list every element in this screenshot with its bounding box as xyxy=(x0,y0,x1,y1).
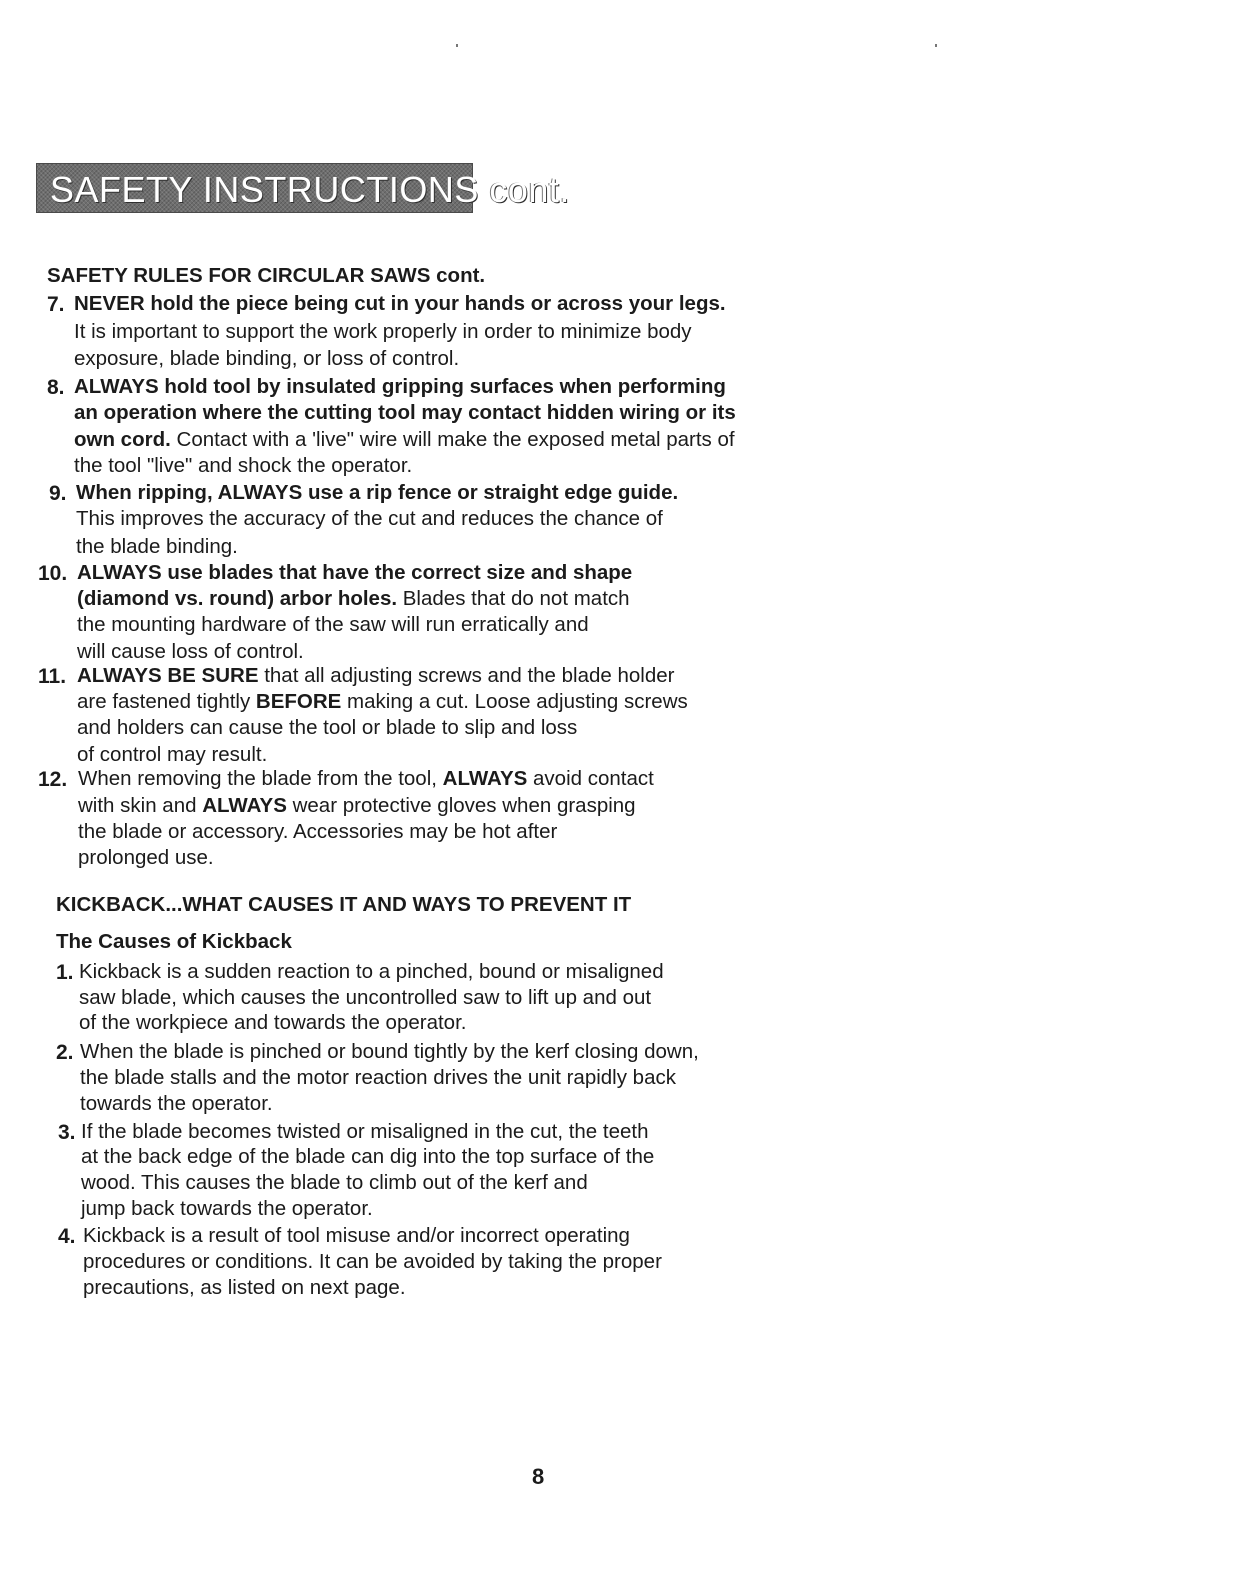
body-text: jump back towards the operator. xyxy=(81,1197,373,1220)
rule-item-line xyxy=(77,563,632,584)
rule-item-line xyxy=(78,796,636,817)
cause-item-line xyxy=(83,1278,406,1299)
rule-item-line xyxy=(74,430,735,451)
rule-item-line xyxy=(77,615,589,636)
rule-item-number: 10. xyxy=(38,562,68,585)
rule-item-line xyxy=(77,589,630,610)
body-text: at the back edge of the blade can dig into the top surface of the xyxy=(81,1145,655,1168)
rule-item-line xyxy=(78,822,557,843)
body-text: wear protective gloves when grasping xyxy=(286,794,636,817)
body-text: the tool "live" and shock the operator. xyxy=(74,454,413,477)
bold-text: ALWAYS use blades that have the correct size and shape xyxy=(77,561,633,584)
bold-text: own cord. xyxy=(74,428,171,451)
body-text: Kickback is a sudden reaction to a pinched, bound or misaligned xyxy=(79,960,664,983)
body-text: Blades that do not match xyxy=(397,587,630,610)
banner-title: SAFETY INSTRUCTIONS cont. xyxy=(50,169,570,210)
body-text: saw blade, which causes the uncontrolled saw to lift up and out xyxy=(79,986,652,1009)
body-text: of the workpiece and towards the operator. xyxy=(79,1011,467,1034)
rule-item-line xyxy=(74,377,726,398)
rule-item-number: 11. xyxy=(38,665,67,688)
cause-item-line xyxy=(79,962,664,983)
bold-text: ALWAYS xyxy=(442,767,528,790)
rule-item-line xyxy=(78,848,214,869)
body-text: avoid contact xyxy=(527,767,654,790)
body-text: the blade binding. xyxy=(76,535,238,558)
body-text: Contact with a 'live" wire will make the exposed metal parts of xyxy=(170,428,735,451)
cause-item-number: 3. xyxy=(58,1121,76,1144)
rule-item-line xyxy=(77,642,304,663)
rule-item-number: 8. xyxy=(47,376,65,399)
body-text: This improves the accuracy of the cut and reduces the chance of xyxy=(76,507,663,530)
rule-item-number: 7. xyxy=(47,293,65,316)
cause-item-line xyxy=(80,1068,676,1089)
cause-item-line xyxy=(81,1147,654,1168)
bold-text: an operation where the cutting tool may contact hidden wiring or its xyxy=(74,401,736,424)
body-text: that all adjusting screws and the blade holder xyxy=(258,664,675,687)
cause-item-line xyxy=(80,1094,273,1115)
rule-item-number: 9. xyxy=(49,482,67,505)
bold-text: ALWAYS hold tool by insulated gripping surfaces when performing xyxy=(74,375,726,398)
body-text: exposure, blade binding, or loss of control. xyxy=(74,347,460,370)
body-text: making a cut. Loose adjusting screws xyxy=(341,690,688,713)
rule-item-line xyxy=(74,349,459,370)
cause-item-line xyxy=(80,1042,699,1063)
bold-text: ALWAYS xyxy=(202,794,287,817)
section-banner xyxy=(36,163,570,213)
body-text: procedures or conditions. It can be avoided by taking the proper xyxy=(83,1250,662,1273)
scan-speck xyxy=(935,44,937,47)
rules-heading: SAFETY RULES FOR CIRCULAR SAWS cont. xyxy=(47,264,486,287)
body-text: Kickback is a result of tool misuse and/or incorrect operating xyxy=(83,1224,630,1247)
rule-item-line xyxy=(74,294,726,315)
cause-item-line xyxy=(79,1013,466,1034)
body-text: prolonged use. xyxy=(78,846,214,869)
cause-item-line xyxy=(83,1252,662,1273)
cause-item-number: 2. xyxy=(56,1041,74,1064)
rule-item-number: 12. xyxy=(38,768,68,791)
cause-item-line xyxy=(81,1173,588,1194)
body-text: and holders can cause the tool or blade to slip and loss xyxy=(77,716,578,739)
rule-item-line xyxy=(77,745,267,766)
bold-text: When ripping, ALWAYS use a rip fence or straight edge guide. xyxy=(76,481,679,504)
cause-item-line xyxy=(83,1226,630,1247)
rule-item-line xyxy=(77,666,674,687)
rule-item-line xyxy=(74,456,412,477)
bold-text: NEVER hold the piece being cut in your hands or across your legs. xyxy=(74,292,726,315)
page-number: 8 xyxy=(532,1464,545,1489)
rule-item-line xyxy=(78,769,654,790)
rule-item-line xyxy=(74,403,736,424)
scan-speck xyxy=(456,44,458,47)
body-text: If the blade becomes twisted or misaligned in the cut, the teeth xyxy=(81,1120,649,1143)
bold-text: ALWAYS BE SURE xyxy=(77,664,259,687)
bold-text: BEFORE xyxy=(255,690,342,713)
causes-subheading: The Causes of Kickback xyxy=(56,930,292,953)
body-text: When removing the blade from the tool, xyxy=(78,767,443,790)
body-text: of control may result. xyxy=(77,743,268,766)
rule-item-line xyxy=(76,509,663,530)
body-text: will cause loss of control. xyxy=(77,640,304,663)
body-text: precautions, as listed on next page. xyxy=(83,1276,406,1299)
body-text: are fastened tightly xyxy=(77,690,256,713)
kickback-heading: KICKBACK...WHAT CAUSES IT AND WAYS TO PREVENT IT xyxy=(56,893,632,916)
cause-item-number: 1. xyxy=(56,961,74,984)
cause-item-line xyxy=(81,1199,373,1220)
bold-text: (diamond vs. round) arbor holes. xyxy=(77,587,398,610)
body-text: the blade or accessory. Accessories may be hot after xyxy=(78,820,558,843)
rule-item-line xyxy=(76,483,678,504)
body-text: It is important to support the work properly in order to minimize body xyxy=(74,320,692,343)
cause-item-number: 4. xyxy=(58,1225,76,1248)
body-text: towards the operator. xyxy=(80,1092,273,1115)
rule-item-line xyxy=(74,322,692,343)
rule-item-line xyxy=(76,537,238,558)
body-text: When the blade is pinched or bound tightly by the kerf closing down, xyxy=(80,1040,699,1063)
body-text: with skin and xyxy=(78,794,203,817)
body-text: wood. This causes the blade to climb out of the kerf and xyxy=(81,1171,588,1194)
body-text: the blade stalls and the motor reaction drives the unit rapidly back xyxy=(80,1066,676,1089)
rule-item-line xyxy=(77,692,688,713)
rule-item-line xyxy=(77,718,577,739)
cause-item-line xyxy=(79,988,651,1009)
body-text: the mounting hardware of the saw will run erratically and xyxy=(77,613,589,636)
cause-item-line xyxy=(81,1122,649,1143)
